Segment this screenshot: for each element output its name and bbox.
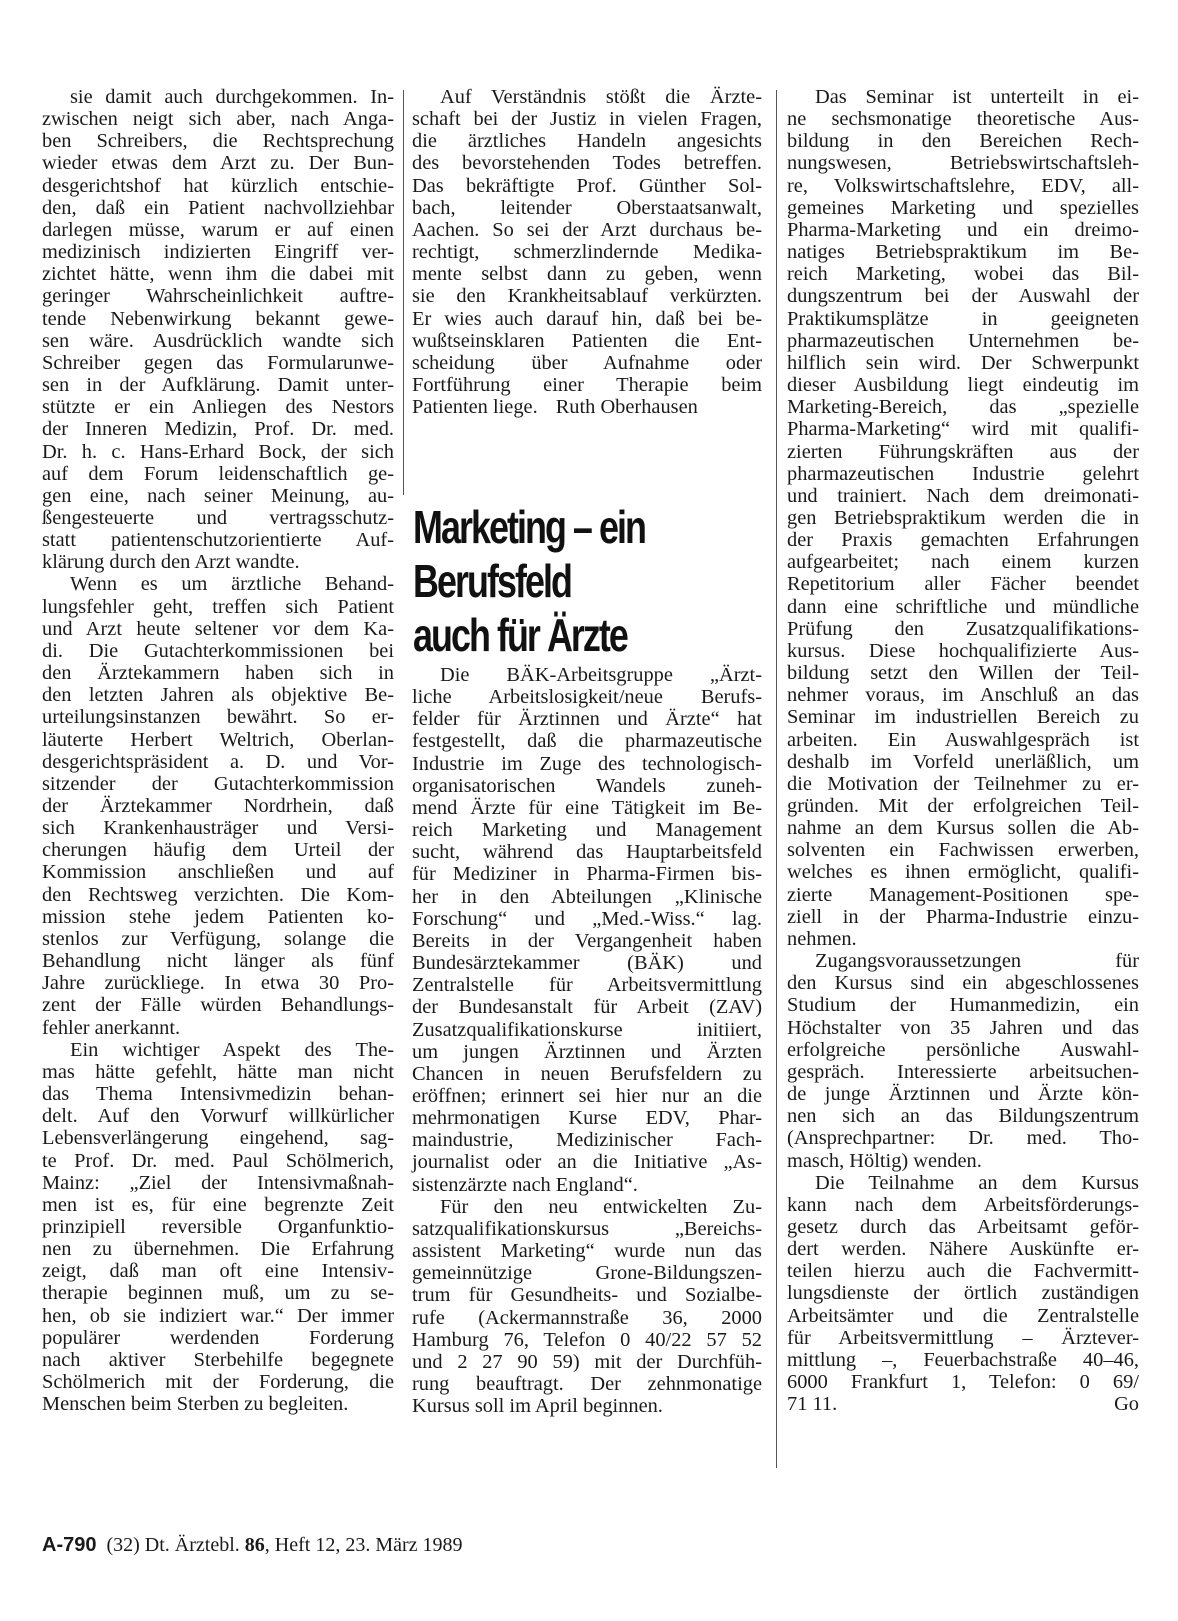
text-line: Zentralstelle für Arbeitsvermittlung bbox=[412, 974, 762, 997]
journal-issue: , Heft 12, 23. März 1989 bbox=[264, 1534, 463, 1556]
author-name: Ruth Oberhausen bbox=[555, 396, 698, 419]
text-line: Marketing-Bereich, das „spezielle bbox=[787, 396, 1139, 419]
text-line: men ist es, für eine begrenzte Zeit bbox=[42, 1193, 394, 1216]
text-line: natiges Betriebspraktikum im Be- bbox=[787, 241, 1139, 264]
text-line: (Ansprechpartner: Dr. med. Tho- bbox=[787, 1127, 1139, 1150]
text-line: prinzipiell reversible Organfunktio- bbox=[42, 1215, 394, 1238]
text-line: ßengesteuerte und vertragsschutz- bbox=[42, 506, 394, 529]
text-line: Hamburg 76, Telefon 0 40/22 57 52 bbox=[412, 1328, 762, 1351]
text-line: nach aktiver Sterbehilfe begegnete bbox=[42, 1348, 394, 1371]
text-line: dann eine schriftliche und mündliche bbox=[787, 595, 1139, 618]
text-line: trum für Gesundheits- und Sozialbe- bbox=[412, 1284, 762, 1307]
text-line: der Praxis gemachten Erfahrungen bbox=[787, 529, 1139, 552]
text-line: die ärztliches Handeln angesichts bbox=[412, 130, 762, 153]
text-line: Schölmerich mit der Forderung, die bbox=[42, 1371, 394, 1394]
text-line: tende Nebenwirkung bekannt gewe- bbox=[42, 307, 394, 330]
text-line: den Kursus sind ein abgeschlossenes bbox=[787, 972, 1139, 995]
text-line: mente selbst dann zu geben, wenn bbox=[412, 263, 762, 286]
text-line: zierte Management-Positionen spe- bbox=[787, 883, 1139, 906]
text-line: Prüfung den Zusatzqualifikations- bbox=[787, 617, 1139, 640]
text-line: hen, ob sie indiziert war.“ Der immer bbox=[42, 1304, 394, 1327]
text-line: Kommission anschließen und auf bbox=[42, 861, 394, 884]
text-line: mission stehe jedem Patienten ko- bbox=[42, 905, 394, 928]
text-line: Seminar im industriellen Bereich zu bbox=[787, 706, 1139, 729]
text-line: gründen. Mit der erfolgreichen Teil- bbox=[787, 795, 1139, 817]
text-line: Zugangsvoraussetzungen für bbox=[815, 950, 1139, 973]
text-line: Chancen in neuen Berufsfeldern zu bbox=[412, 1062, 762, 1085]
text-line: journalist oder an die Initiative „As- bbox=[412, 1151, 762, 1174]
text-line: aufgearbeitet; nach einem kurzen bbox=[787, 551, 1139, 574]
text-line: scheidung über Aufnahme oder bbox=[412, 351, 762, 374]
text-line: delt. Auf den Vorwurf willkürlicher bbox=[42, 1105, 394, 1128]
text-line: gemeinnützige Grone-Bildungszen- bbox=[412, 1262, 762, 1285]
text-line: desgerichtshof hat kürzlich entschie- bbox=[42, 174, 394, 197]
page-footer bbox=[42, 1534, 463, 1557]
text-line: für Mediziner in Pharma-Firmen bis- bbox=[412, 863, 762, 886]
text-line: Das bekräftigte Prof. Günther Sol- bbox=[412, 174, 762, 197]
text-line: eröffnen; erinnert sei hier nur an die bbox=[412, 1084, 762, 1107]
text-line: deshalb im Vorfeld unerläßlich, um bbox=[787, 750, 1139, 773]
text-line: sie damit auch durchgekommen. In- bbox=[70, 86, 394, 108]
text-line: dungszentrum bei der Auswahl der bbox=[787, 285, 1139, 308]
text-line: zichtet hätte, wenn ihm die dabei mit bbox=[42, 263, 394, 286]
article-column-2-lower bbox=[412, 664, 762, 1417]
headline-line: Berufsfeld bbox=[413, 555, 571, 607]
text-line: Industrie im Zuge des technologisch- bbox=[412, 752, 762, 775]
text-line: nehmer voraus, im Anschluß an das bbox=[787, 684, 1139, 707]
text-line: erfolgreiche persönliche Auswahl- bbox=[787, 1038, 1139, 1061]
text-line: Behandlung nicht länger als fünf bbox=[42, 950, 394, 973]
text-line: ziell in der Pharma-Industrie einzu- bbox=[787, 905, 1139, 928]
text-line: Kursus soll im April beginnen. bbox=[412, 1395, 663, 1418]
text-line: pharmazeutischen Industrie gelehrt bbox=[787, 462, 1139, 485]
text-line: reich Marketing und Management bbox=[412, 819, 762, 842]
text-line: sie den Krankheitsablauf verkürzten. bbox=[412, 285, 762, 308]
text-line: Praktikumsplätze in geeigneten bbox=[787, 307, 1139, 330]
text-line: zierten Führungskräften aus der bbox=[787, 440, 1139, 463]
text-line: fehler anerkannt. bbox=[42, 1016, 181, 1039]
article-column-1 bbox=[42, 86, 394, 1415]
text-line: die Motivation der Teilnehmer zu er- bbox=[787, 772, 1139, 795]
text-line: masch, Höltig) wenden. bbox=[787, 1149, 982, 1172]
text-line: Auf Verständnis stößt die Ärzte- bbox=[440, 86, 762, 108]
text-line: Ein wichtiger Aspekt des The- bbox=[70, 1038, 394, 1061]
text-line: Er wies auch darauf hin, daß bei be- bbox=[412, 307, 762, 330]
text-line: rufe (Ackermannstraße 36, 2000 bbox=[412, 1306, 762, 1329]
text-line: Patienten liege. Ruth Oberhausen bbox=[412, 396, 698, 419]
text-line: der Inneren Medizin, Prof. Dr. med. bbox=[42, 418, 394, 441]
author-initials: Go bbox=[1114, 1393, 1139, 1416]
text-line: assistent Marketing“ wurde nun das bbox=[412, 1240, 762, 1263]
text-line: Fortführung einer Therapie beim bbox=[412, 374, 762, 397]
text-line: klärung durch den Arzt wandte. bbox=[42, 551, 300, 574]
text-line: 71 11. Go bbox=[787, 1393, 1139, 1416]
text-line: Arbeitsämter und die Zentralstelle bbox=[787, 1304, 1139, 1327]
text-line: um jungen Ärztinnen und Ärzten bbox=[412, 1040, 762, 1063]
text-line: Aachen. So sei der Arzt durchaus be- bbox=[412, 218, 762, 241]
column-divider bbox=[403, 90, 404, 495]
text-line: te Prof. Dr. med. Paul Schölmerich, bbox=[42, 1149, 394, 1172]
text-line: zeigt, daß man oft eine Intensiv- bbox=[42, 1260, 394, 1283]
text-line: den Rechtsweg verzichten. Die Kom- bbox=[42, 883, 394, 906]
text-line: sen wäre. Ausdrücklich wandte sich bbox=[42, 329, 394, 352]
text-line: und 2 27 90 59) mit der Durchfüh- bbox=[412, 1350, 762, 1373]
text-line: bildung in den Bereichen Rech- bbox=[787, 130, 1139, 153]
headline-line: auch für Ärzte bbox=[413, 609, 627, 661]
text-line: den, daß ein Patient nachvollziehbar bbox=[42, 196, 394, 219]
article-column-3 bbox=[787, 86, 1139, 1415]
text-line: der Ärztekammer Nordrhein, daß bbox=[42, 795, 394, 817]
text-line: zwischen neigt sich aber, nach Anga- bbox=[42, 108, 394, 131]
article-headline bbox=[413, 500, 686, 662]
text-line: therapie beginnen muß, um zu se- bbox=[42, 1282, 394, 1305]
text-line: Das Seminar ist unterteilt in ei- bbox=[815, 86, 1139, 108]
text-line: di. Die Gutachterkommissionen bei bbox=[42, 639, 394, 662]
text-line: und trainiert. Nach dem dreimonati- bbox=[787, 484, 1139, 507]
text-line: sucht, während das Hauptarbeitsfeld bbox=[412, 841, 762, 864]
text-line: Jahre zurückliege. In etwa 30 Pro- bbox=[42, 972, 394, 995]
text-line: Dr. h. c. Hans-Erhard Bock, der sich bbox=[42, 440, 394, 463]
text-line: Bereits in der Vergangenheit haben bbox=[412, 929, 762, 952]
text-line: solventen ein Fachwissen erwerben, bbox=[787, 839, 1139, 862]
text-line: Lebensverlängerung eingehend, sag- bbox=[42, 1127, 394, 1150]
text-line: ne sechsmonatige theoretische Aus- bbox=[787, 108, 1139, 131]
text-line: bach, leitender Oberstaatsanwalt, bbox=[412, 196, 762, 219]
text-line: festgestellt, daß die pharmazeutische bbox=[412, 730, 762, 753]
text-line: Zusatzqualifikationskurse initiiert, bbox=[412, 1018, 762, 1041]
text-line: nen zu übernehmen. Die Erfahrung bbox=[42, 1238, 394, 1261]
text-line: nen sich an das Bildungszentrum bbox=[787, 1105, 1139, 1128]
text-line: ben Schreibers, die Rechtsprechung bbox=[42, 130, 394, 153]
text-line: Pharma-Marketing und ein dreimo- bbox=[787, 218, 1139, 241]
text-line: Mainz: „Ziel der Intensivmaßnah- bbox=[42, 1171, 394, 1194]
text-line: satzqualifikationskursus „Bereichs- bbox=[412, 1217, 762, 1240]
text-line: dert werden. Nähere Auskünfte er- bbox=[787, 1238, 1139, 1261]
text-line: statt patientenschutzorientierte Auf- bbox=[42, 529, 394, 552]
text-line: darlegen müsse, warum er auf einen bbox=[42, 218, 394, 241]
text-line: wußtseinsklaren Patienten die Ent- bbox=[412, 329, 762, 352]
text-line: dieser Ausbildung liegt eindeutig im bbox=[787, 374, 1139, 397]
text-line: Forschung“ und „Med.-Wiss.“ lag. bbox=[412, 907, 762, 930]
text-line: welches es ihnen ermöglicht, qualifi- bbox=[787, 861, 1139, 884]
text-line: lungsfehler geht, treffen sich Patient bbox=[42, 595, 394, 618]
text-line: sich Krankenhausträger und Versi- bbox=[42, 817, 394, 840]
text-line: reich Marketing, wobei das Bil- bbox=[787, 263, 1139, 286]
text-line: der Bundesanstalt für Arbeit (ZAV) bbox=[412, 996, 762, 1019]
text-line: nahme an dem Kursus sollen die Ab- bbox=[787, 817, 1139, 840]
text-line: liche Arbeitslosigkeit/neue Berufs- bbox=[412, 686, 762, 709]
text-line: stützte er ein Anliegen des Nestors bbox=[42, 396, 394, 419]
text-line: felder für Ärztinnen und Ärzte“ hat bbox=[412, 708, 762, 731]
text-line: medizinisch indizierten Eingriff ver- bbox=[42, 241, 394, 264]
text-line: Wenn es um ärztliche Behand- bbox=[70, 573, 394, 596]
text-line: Die Teilnahme an dem Kursus bbox=[815, 1171, 1139, 1194]
text-line: hilflich sein wird. Der Schwerpunkt bbox=[787, 351, 1139, 374]
text-line: cherungen häufig dem Urteil der bbox=[42, 839, 394, 862]
text-line: Bundesärztekammer (BÄK) und bbox=[412, 952, 762, 975]
text-line: urteilungsinstanzen bewährt. So er- bbox=[42, 706, 394, 729]
text-line: rechtigt, schmerzlindernde Medika- bbox=[412, 241, 762, 264]
text-line: teilen hierzu auch die Fachvermitt- bbox=[787, 1260, 1139, 1283]
text-line: gen Betriebspraktikum werden die in bbox=[787, 506, 1139, 529]
text-line: wieder etwas dem Arzt zu. Der Bun- bbox=[42, 152, 394, 175]
text-line: Pharma-Marketing“ wird mit qualifi- bbox=[787, 418, 1139, 441]
text-line: maindustrie, Medizinischer Fach- bbox=[412, 1129, 762, 1152]
text-line: gespräch. Interessierte arbeitsuchen- bbox=[787, 1060, 1139, 1083]
text-line: nungswesen, Betriebswirtschaftsleh- bbox=[787, 152, 1139, 175]
text-line: Für den neu entwickelten Zu- bbox=[440, 1195, 762, 1218]
text-line: organisatorischen Wandels zuneh- bbox=[412, 774, 762, 797]
text-line: schaft bei der Justiz in vielen Fragen, bbox=[412, 108, 762, 131]
text-line: desgerichtspräsident a. D. und Vor- bbox=[42, 750, 394, 773]
text-line: gemeines Marketing und spezielles bbox=[787, 196, 1139, 219]
text-line: nehmen. bbox=[787, 927, 857, 950]
text-line: de junge Ärztinnen und Ärzte kön- bbox=[787, 1083, 1139, 1106]
text-line: stenlos zur Verfügung, solange die bbox=[42, 927, 394, 950]
text-line: Höchstalter von 35 Jahren und das bbox=[787, 1016, 1139, 1039]
text-line: 6000 Frankfurt 1, Telefon: 0 69/ bbox=[787, 1371, 1139, 1394]
text-line: das Thema Intensivmedizin behan- bbox=[42, 1083, 394, 1106]
text-line: gen eine, nach seiner Meinung, au- bbox=[42, 484, 394, 507]
article-column-2 bbox=[412, 86, 762, 418]
journal-reference: (32) Dt. Ärztebl. bbox=[106, 1534, 245, 1556]
text-line: mittlung –, Feuerbachstraße 40–46, bbox=[787, 1348, 1139, 1371]
text-line: den Ärztekammern haben sich in bbox=[42, 662, 394, 685]
text-line: re, Volkswirtschaftslehre, EDV, all- bbox=[787, 174, 1139, 197]
text-line: mas hätte gefehlt, hätte man nicht bbox=[42, 1060, 394, 1083]
text-line: sistenzärzte nach England“. bbox=[412, 1173, 638, 1196]
text-line: sen in der Aufklärung. Damit unter- bbox=[42, 374, 394, 397]
text-line: mehrmonatigen Kurse EDV, Phar- bbox=[412, 1107, 762, 1130]
journal-volume: 86 bbox=[244, 1534, 265, 1556]
text-line: Studium der Humanmedizin, ein bbox=[787, 994, 1139, 1017]
text-line: den letzten Jahren als objektive Be- bbox=[42, 684, 394, 707]
text-line: lungsdienste der örtlich zuständigen bbox=[787, 1282, 1139, 1305]
text-line: geringer Wahrscheinlichkeit auftre- bbox=[42, 285, 394, 308]
text-line: sitzender der Gutachterkommission bbox=[42, 772, 394, 795]
text-line: für Arbeitsvermittlung – Ärztever- bbox=[787, 1326, 1139, 1349]
headline-line: Marketing – ein bbox=[413, 501, 645, 553]
text-line: läuterte Herbert Weltrich, Oberlan- bbox=[42, 728, 394, 751]
text-line: Menschen beim Sterben zu begleiten. bbox=[42, 1393, 349, 1416]
text-line: Schreiber gegen das Formularunwe- bbox=[42, 351, 394, 374]
text-line: zent der Fälle würden Behandlungs- bbox=[42, 994, 394, 1017]
text-line: kann nach dem Arbeitsförderungs- bbox=[787, 1193, 1139, 1216]
text-line: mend Ärzte für eine Tätigkeit im Be- bbox=[412, 796, 762, 819]
text-line: gesetz durch das Arbeitsamt geför- bbox=[787, 1215, 1139, 1238]
text-line: rung beauftragt. Der zehnmonatige bbox=[412, 1373, 762, 1395]
text-line: Repetitorium aller Fächer beendet bbox=[787, 573, 1139, 596]
text-line: populärer werdenden Forderung bbox=[42, 1326, 394, 1349]
text-line: arbeiten. Ein Auswahlgespräch ist bbox=[787, 728, 1139, 751]
text-line: bildung setzt den Willen der Teil- bbox=[787, 662, 1139, 685]
text-line: pharmazeutischen Unternehmen be- bbox=[787, 329, 1139, 352]
page-number: A-790 bbox=[42, 1534, 97, 1556]
text-line: Die BÄK-Arbeitsgruppe „Ärzt- bbox=[440, 664, 762, 686]
text-line: des bevorstehenden Todes betreffen. bbox=[412, 152, 762, 175]
text-line: kursus. Diese hochqualifizierte Aus- bbox=[787, 639, 1139, 662]
text-line: her in den Abteilungen „Klinische bbox=[412, 885, 762, 908]
column-divider bbox=[776, 90, 777, 1468]
text-line: auf dem Forum leidenschaftlich ge- bbox=[42, 462, 394, 485]
text-line: und Arzt heute seltener vor dem Ka- bbox=[42, 617, 394, 640]
